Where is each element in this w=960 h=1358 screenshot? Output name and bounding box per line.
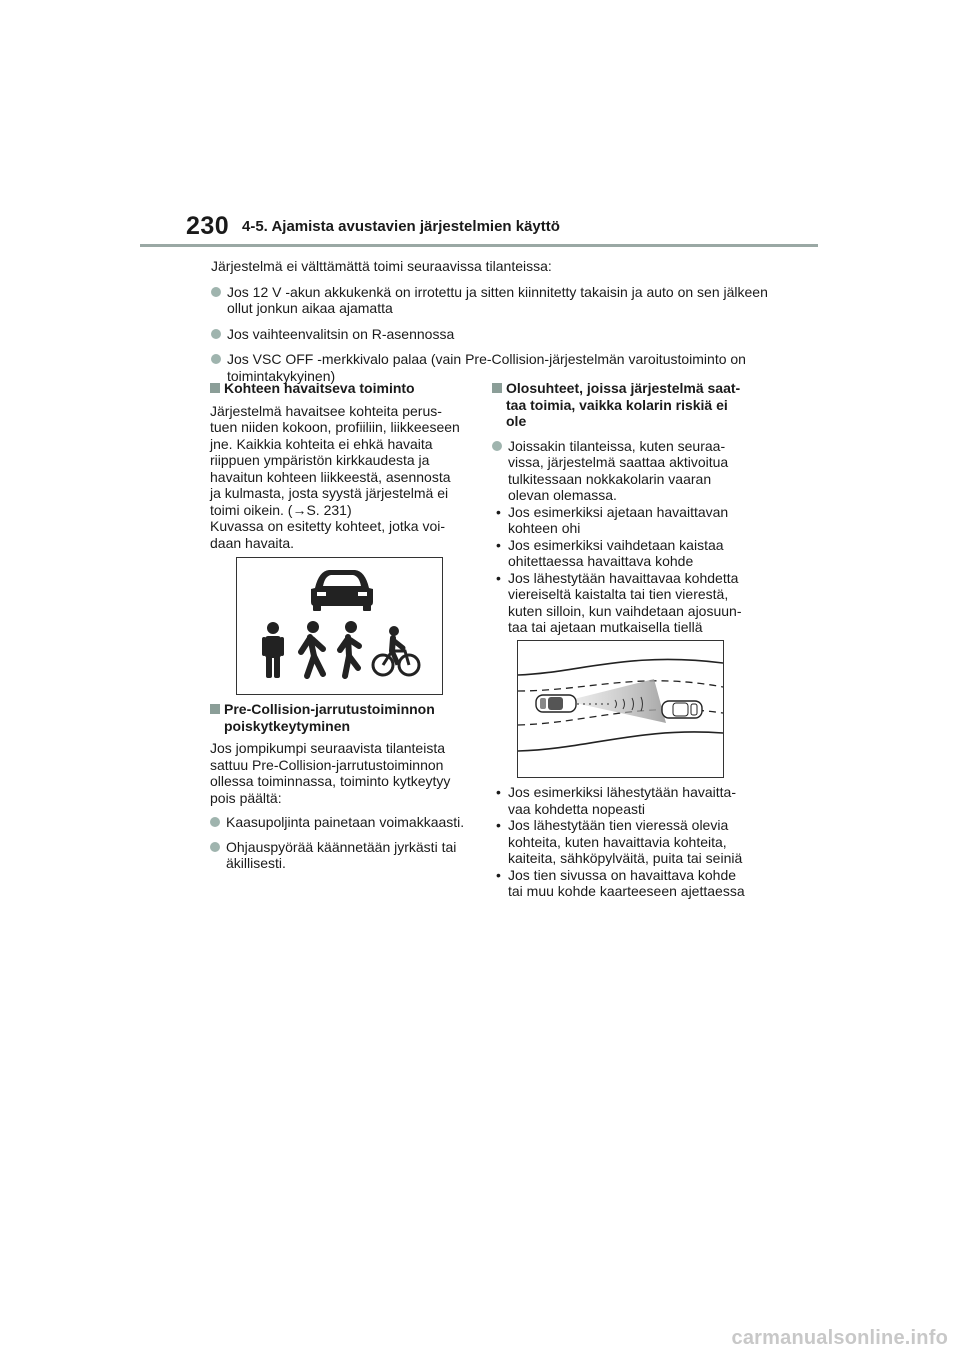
bullet-text: Jos VSC OFF -merkkivalo palaa (vain Pre-Collision-järjestelmän varoitustoiminto on toimintakykyinen) [227,351,746,384]
header-rule [140,244,818,247]
situation-item: • Jos lähestytään havaittavaa kohdetta viereiseltä kaistalta tai tien vierestä, kuten silloin, kun vaihdetaan ajosuun- taa tai ajetaan mutkaisella tiellä [496,569,742,635]
false-activation-bullet: Joissakin tilanteissa, kuten seuraa- vissa, järjestelmä saattaa aktivoitua tulkitessaan nokkakolarin vaaran olevan olemassa. [492,438,754,504]
watermark: carmanualsonline.info [731,1327,948,1349]
heading-square-icon [492,383,502,393]
detectable-objects-illustration [237,558,442,694]
running-person-icon [340,621,359,676]
bullet-dot-icon [211,287,221,297]
situation-item: • Jos esimerkiksi lähestytään havaitta- vaa kohdetta nopeasti [496,784,736,817]
bullet-text: Jos 12 V -akun akkukenkä on irrotettu ja sitten kiinnitetty takaisin ja auto on sen jälkeen ollut jonkun aikaa ajamatta [227,283,768,316]
car-front-icon [311,570,373,611]
bullet-text: Jos vaihteenvalitsin on R-asennossa [227,325,455,342]
left-column-lower [210,701,468,872]
bullet-dot-icon [492,441,502,451]
section-title: 4-5. Ajamista avustavien järjestelmien käyttö [242,218,560,235]
curved-road-figure [517,640,724,778]
intro-section [211,258,771,384]
cancel-bullet: Ohjauspyörää käännetään jyrkästi tai äkillisesti. [210,839,468,872]
target-car-icon [662,701,702,718]
heading-cancel: Pre-Collision-jarrutustoiminnon poiskytkeytyminen [210,701,468,734]
left-column [210,380,468,551]
detectable-objects-figure [236,557,443,695]
bullet-dot-icon [211,354,221,364]
intro-bullet [211,326,771,343]
right-column-lower [492,784,754,900]
situation-item: • Jos esimerkiksi vaihdetaan kaistaa ohitettaessa havaittava kohde [496,536,724,569]
standing-person-icon [262,622,284,678]
heading-square-icon [210,704,220,714]
bullet-dot-icon [210,817,220,827]
heading-square-icon [210,383,220,393]
intro-bullet [211,284,771,317]
right-column [492,380,754,636]
walking-person-icon [301,621,323,676]
bullet-dot-icon [210,842,220,852]
intro-text: Järjestelmä ei välttämättä toimi seuraavissa tilanteissa: [211,258,552,274]
own-car-icon [536,695,576,712]
detection-paragraph: Järjestelmä havaitsee kohteita perus- tuen niiden kokoon, profiiliin, liikkeeseen jne. Kaikkia kohteita ei ehkä havaita riippuen ympäristön kirkkaudesta ja havaitun kohteen liikkeestä, asennosta ja kulmasta, josta syystä järjestelmä ei toimi oikein. (→S. 231) Kuvassa on esitetty kohteet, jotka voi- daan havaita. [210,402,460,551]
heading-detection: Kohteen havaitseva toiminto [210,380,468,397]
cancel-bullet: Kaasupoljinta painetaan voimakkaasti. [210,814,468,831]
page-number: 230 [186,212,230,240]
curved-road-illustration [518,641,723,777]
situation-item: • Jos lähestytään tien vieressä olevia kohteita, kuten havaittavia kohteita, kaiteita, sähköpylväitä, puita tai seiniä [496,817,743,866]
cancel-paragraph: Jos jompikumpi seuraavista tilanteista sattuu Pre-Collision-jarrutustoiminnon ollessa toiminnassa, toiminto kytkeytyy pois päältä: [210,740,451,806]
situation-item: • Jos tien sivussa on havaittava kohde tai muu kohde kaarteeseen ajettaessa [496,866,745,899]
situation-item: • Jos esimerkiksi ajetaan havaittavan kohteen ohi [496,503,729,536]
heading-false-activation: Olosuhteet, joissa järjestelmä saat- taa toimia, vaikka kolarin riskiä ei ole [492,380,754,430]
bullet-dot-icon [211,329,221,339]
cyclist-icon [373,626,419,675]
